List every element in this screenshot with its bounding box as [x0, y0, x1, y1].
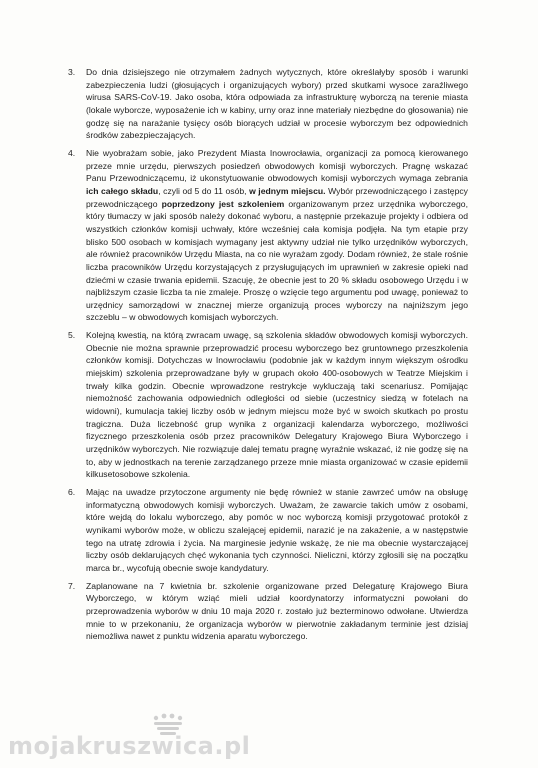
bold-text: poprzedzony jest szkoleniem: [161, 198, 285, 209]
text-run: Do dnia dzisiejszego nie otrzymałem żadnych wytycznych, które określałyby sposób i warunki zabezpieczenia ludzi (głosujących i organizujących wybory) przed skutkami wysoce zaraźliwego wirusa SARS-CoV-19. Jako osoba, która odpowiada za infrastrukturę wyborczą na terenie miasta (lokale wyborcze, wyposażenie ich w kabiny, urny oraz inne materiały niezbędne do głosowania) nie godzę się na narażanie tysięcy osób biorących udział w procesie wyborczym bez odpowiednich środków zabezpieczających.: [86, 67, 468, 141]
bold-text: ich całego składu: [86, 185, 159, 196]
bold-text: w jednym miejscu.: [249, 185, 326, 196]
paragraph-text: [86, 486, 468, 575]
paragraph-text: [86, 580, 468, 643]
list-item: [68, 329, 468, 481]
item-number: 3.: [68, 67, 76, 77]
list-item: [68, 580, 468, 643]
paragraph-text: [86, 147, 468, 324]
text-run: organizowanym przez urzędnika wyborczego, który tłumaczy w jaki sposób należy dokonać wyboru, a następnie przekazuje projekty i odbiera od wszystkich członków komisji uchwały, które wcześniej cała komisja podjęła. Na tym etapie przy blisko 500 osobach w komisjach wymagany jest aktywny udział nie tylko urzędników wyborczych, ale również pracowników Urzędu Miasta, na co nie wyrażam zgody. Dodam również, że stale rośnie liczba pracowników Urzędu korzystających z przysługujących im uprawnień w zakresie opieki nad dziećmi w czasie trwania epidemii. Szacuję, że obecnie jest to 20 % składu osobowego Urzędu i w najbliższym czasie liczba ta nie zmaleje. Proszę o wzięcie tego argumentu pod uwagę, ponieważ to urzędnicy samorządowi w znacznej mierze organizują proces wyborczy na najniższym jego szczeblu – w obwodowych komisjach wyborczych.: [86, 198, 468, 323]
text-run: Mając na uwadze przytoczone argumenty nie będę również w stanie zawrzeć umów na obsługę informatyczną obwodowych komisji wyborczych. Uważam, że zawarcie takich umów z osobami, które wejdą do lokalu wyborczego, aby pomóc w noc wyborczą komisji przygotować protokół z wynikami wyborów może, w obliczu szalejącej epidemii, narazić je na zakażenie, a w następstwie tego na utratę zdrowia i życia. Na marginesie jedynie wskażę, że nie ma obecnie wystarczającej liczby osób deklarujących chęć wykonania tych czynności. Nieliczni, którzy zgłosili się na początku marca br., wycofują obecnie swoje kandydatury.: [86, 487, 468, 573]
paragraph-text: [86, 66, 468, 142]
text-run: Nie wyobrażam sobie, jako Prezydent Miasta Inowrocławia, organizacji za pomocą kierowanego przeze mnie urzędu, pierwszych posiedzeń obwodowych komisji wyborczych. Pragnę wskazać Panu Przewodniczącemu, iż ukonstytuowanie obwodowych komisji wyborczych wymaga zebrania: [86, 147, 468, 184]
item-number: 7.: [68, 580, 76, 591]
item-number: 5.: [68, 330, 76, 341]
numbered-list: [68, 66, 469, 648]
text-run: , czyli od 5 do 11 osób,: [158, 185, 250, 196]
list-item: [68, 66, 468, 142]
item-number: 4.: [68, 147, 76, 158]
paragraph-text: [86, 329, 468, 481]
item-number: 6.: [68, 487, 76, 497]
text-run: Zaplanowane na 7 kwietnia br. szkolenie organizowane przed Delegaturę Krajowego Biura Wyborczego, w którym wziąć mieli udział koordynatorzy informatyczni powołani do przeprowadzenia wyborów w dniu 10 maja 2020 r. zostało już bezterminowo odwołane. Utwierdza mnie to w przekonaniu, że organizacja wyborów w pierwotnie zakładanym terminie jest dzisiaj niemożliwa nawet z punktu widzenia aparatu wyborczego.: [86, 580, 468, 642]
watermark: mojakruszwica.pl: [8, 732, 251, 760]
text-run: Kolejną kwestią, na którą zwracam uwagę, są szkolenia składów obwodowych komisji wyborczych. Obecnie nie można sprawnie przeprowadzić procesu wyborczego bez gruntownego przeszkolenia członków komisji. Dotychczas w Inowrocławiu (podobnie jak w każdym innym większym ośrodku miejskim) szkolenia przeprowadzane były w grupach około 400-osobowych w Teatrze Miejskim i trwały kilka godzin. Obecnie wprowadzone restrykcje wykluczają taki scenariusz. Pomijając niemożność zachowania odpowiednich odległości od siebie (uczestnicy siedzą w fotelach na widowni), kumulacja takiej liczby osób w jednym miejscu może być w swoich skutkach po prostu tragiczna. Duża liczebność grup wynika z organizacji kalendarza wyborczego, możliwości fizycznego przeszkolenia osób przez pracowników Delegatury Krajowego Biura Wyborczego i urzędników wyborczych. Nie rozwiązuje dalej tematu pragnę wyraźnie wskazać, iż nie godzę się na to, aby w jednostkach na terenie zarządzanego przeze mnie miasta organizować w czasie epidemii kilkusetosobowe szkolenia.: [86, 330, 468, 480]
text-run: Wybór przewodniczącego i zastępcy przewodniczącego: [86, 185, 469, 209]
list-item: [68, 486, 468, 575]
list-item: [68, 147, 469, 324]
